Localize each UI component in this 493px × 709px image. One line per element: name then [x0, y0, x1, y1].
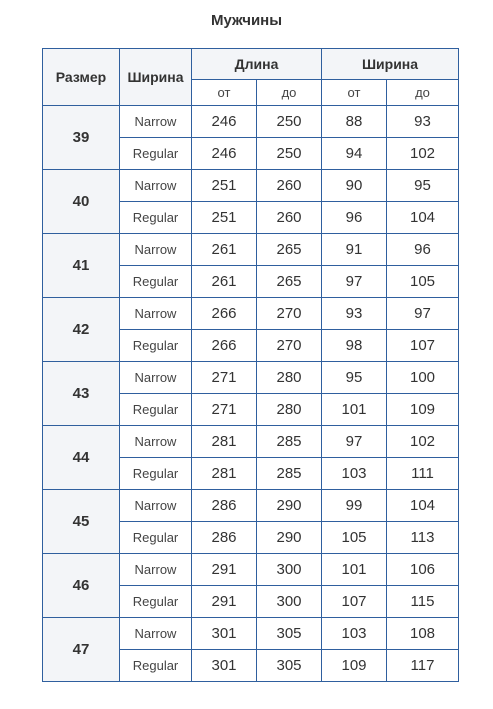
width-from-value: 107: [322, 586, 387, 618]
width-from-value: 101: [322, 394, 387, 426]
width-type: Narrow: [120, 362, 192, 394]
width-to-value: 96: [387, 234, 459, 266]
length-from-value: 261: [192, 234, 257, 266]
width-type: Regular: [120, 330, 192, 362]
width-to-value: 117: [387, 650, 459, 682]
size-value: 43: [43, 362, 120, 426]
width-to-value: 108: [387, 618, 459, 650]
width-to-value: 102: [387, 426, 459, 458]
width-type: Narrow: [120, 554, 192, 586]
length-to-value: 305: [257, 650, 322, 682]
table-header: [43, 49, 459, 106]
length-from-value: 251: [192, 170, 257, 202]
size-value: 40: [43, 170, 120, 234]
length-to-value: 290: [257, 490, 322, 522]
page-title: Мужчины: [210, 12, 283, 29]
header-width-to: до: [387, 80, 459, 106]
header-length-to: до: [257, 80, 322, 106]
length-to-value: 265: [257, 234, 322, 266]
width-to-value: 111: [387, 458, 459, 490]
length-from-value: 251: [192, 202, 257, 234]
table-row: [43, 618, 459, 650]
width-to-value: 107: [387, 330, 459, 362]
width-type: Regular: [120, 266, 192, 298]
length-from-value: 266: [192, 330, 257, 362]
length-to-value: 265: [257, 266, 322, 298]
width-to-value: 95: [387, 170, 459, 202]
length-to-value: 285: [257, 458, 322, 490]
width-from-value: 90: [322, 170, 387, 202]
length-from-value: 246: [192, 106, 257, 138]
header-width-from: от: [322, 80, 387, 106]
width-type: Regular: [120, 586, 192, 618]
width-to-value: 104: [387, 202, 459, 234]
length-to-value: 285: [257, 426, 322, 458]
length-to-value: 280: [257, 362, 322, 394]
width-to-value: 97: [387, 298, 459, 330]
table-row: [43, 106, 459, 138]
width-type: Narrow: [120, 170, 192, 202]
width-type: Regular: [120, 522, 192, 554]
width-from-value: 103: [322, 618, 387, 650]
width-from-value: 103: [322, 458, 387, 490]
length-from-value: 301: [192, 618, 257, 650]
size-value: 47: [43, 618, 120, 682]
width-to-value: 109: [387, 394, 459, 426]
width-from-value: 91: [322, 234, 387, 266]
width-from-value: 97: [322, 426, 387, 458]
table-row: [43, 298, 459, 330]
length-from-value: 301: [192, 650, 257, 682]
width-to-value: 93: [387, 106, 459, 138]
width-from-value: 99: [322, 490, 387, 522]
length-from-value: 291: [192, 586, 257, 618]
header-length-from: от: [192, 80, 257, 106]
size-value: 39: [43, 106, 120, 170]
width-to-value: 106: [387, 554, 459, 586]
length-to-value: 260: [257, 170, 322, 202]
width-from-value: 109: [322, 650, 387, 682]
length-to-value: 250: [257, 138, 322, 170]
width-type: Regular: [120, 138, 192, 170]
length-from-value: 286: [192, 490, 257, 522]
header-length-group: Длина: [192, 49, 322, 80]
table-row: [43, 426, 459, 458]
width-type: Narrow: [120, 106, 192, 138]
length-from-value: 271: [192, 362, 257, 394]
table-row: [43, 362, 459, 394]
table-row: [43, 234, 459, 266]
length-from-value: 266: [192, 298, 257, 330]
width-to-value: 102: [387, 138, 459, 170]
length-from-value: 261: [192, 266, 257, 298]
size-value: 46: [43, 554, 120, 618]
length-to-value: 270: [257, 330, 322, 362]
size-value: 41: [43, 234, 120, 298]
width-to-value: 105: [387, 266, 459, 298]
length-from-value: 246: [192, 138, 257, 170]
length-from-value: 271: [192, 394, 257, 426]
length-to-value: 300: [257, 586, 322, 618]
length-from-value: 281: [192, 458, 257, 490]
width-to-value: 100: [387, 362, 459, 394]
header-size: Размер: [43, 49, 120, 106]
length-to-value: 280: [257, 394, 322, 426]
width-from-value: 97: [322, 266, 387, 298]
table-row: [43, 554, 459, 586]
header-width-group: Ширина: [322, 49, 459, 80]
table-row: [43, 170, 459, 202]
length-to-value: 300: [257, 554, 322, 586]
width-type: Narrow: [120, 298, 192, 330]
width-from-value: 101: [322, 554, 387, 586]
size-value: 44: [43, 426, 120, 490]
length-from-value: 281: [192, 426, 257, 458]
width-type: Regular: [120, 394, 192, 426]
width-to-value: 115: [387, 586, 459, 618]
width-type: Narrow: [120, 490, 192, 522]
table-row: [43, 490, 459, 522]
length-to-value: 290: [257, 522, 322, 554]
size-chart-table: [42, 48, 459, 682]
length-to-value: 250: [257, 106, 322, 138]
header-width: Ширина: [120, 49, 192, 106]
length-from-value: 291: [192, 554, 257, 586]
width-from-value: 94: [322, 138, 387, 170]
width-from-value: 98: [322, 330, 387, 362]
size-value: 45: [43, 490, 120, 554]
width-from-value: 96: [322, 202, 387, 234]
width-type: Narrow: [120, 426, 192, 458]
width-type: Narrow: [120, 234, 192, 266]
width-from-value: 105: [322, 522, 387, 554]
length-to-value: 305: [257, 618, 322, 650]
width-from-value: 88: [322, 106, 387, 138]
size-value: 42: [43, 298, 120, 362]
width-type: Regular: [120, 458, 192, 490]
width-type: Regular: [120, 650, 192, 682]
width-to-value: 113: [387, 522, 459, 554]
width-type: Narrow: [120, 618, 192, 650]
length-to-value: 260: [257, 202, 322, 234]
table-body: [43, 106, 459, 682]
width-from-value: 95: [322, 362, 387, 394]
length-to-value: 270: [257, 298, 322, 330]
width-from-value: 93: [322, 298, 387, 330]
width-to-value: 104: [387, 490, 459, 522]
length-from-value: 286: [192, 522, 257, 554]
width-type: Regular: [120, 202, 192, 234]
